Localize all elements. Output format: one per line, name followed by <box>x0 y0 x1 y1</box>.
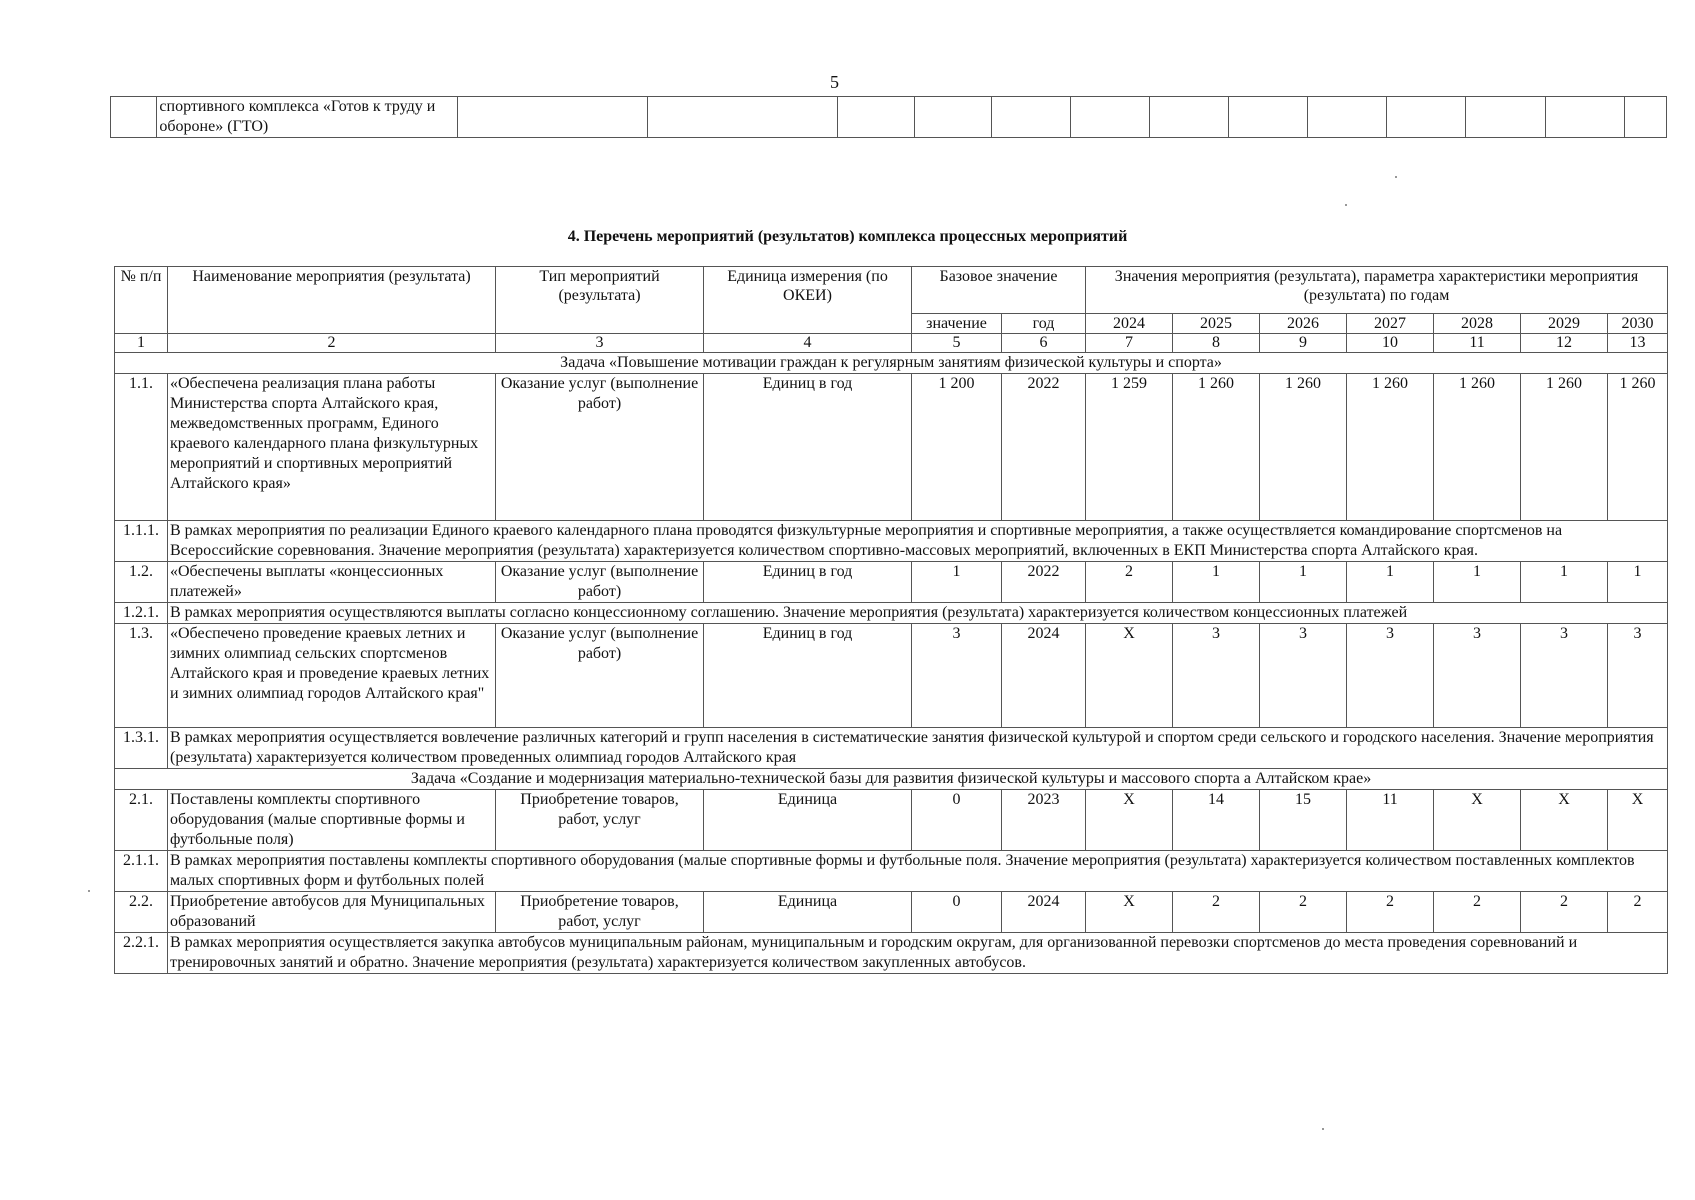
year-value: 2 <box>1434 892 1521 933</box>
year-value: 2 <box>1347 892 1434 933</box>
description-text: В рамках мероприятия поставлены комплекты спортивного оборудования (малые спортивные формы и футбольные поля. Значение мероприятия (результата) характеризуется количеством поставленных комплектов малых спортивных форм и футбольных полей <box>168 851 1668 892</box>
base-value: 0 <box>912 790 1002 851</box>
column-number: 1 <box>115 334 168 353</box>
scan-speck <box>1395 176 1397 178</box>
measure-unit: Единица <box>704 892 912 933</box>
table-row <box>111 97 1667 138</box>
header-base: Базовое значение <box>912 267 1086 314</box>
row-number: 1.3. <box>115 624 168 728</box>
measure-unit: Единиц в год <box>704 374 912 521</box>
header-unit: Единица измерения (по ОКЕИ) <box>704 267 912 334</box>
column-number: 3 <box>496 334 704 353</box>
header-base-value: значение <box>912 314 1002 334</box>
column-number: 13 <box>1608 334 1668 353</box>
year-value: X <box>1086 624 1173 728</box>
base-value: 0 <box>912 892 1002 933</box>
header-year: 2026 <box>1260 314 1347 334</box>
year-value: 1 259 <box>1086 374 1173 521</box>
measure-name: «Обеспечено проведение краевых летних и зимних олимпиад сельских спортсменов Алтайского края и проведение краевых летних и зимних олимпиад городов Алтайского края" <box>168 624 496 728</box>
task-title: Задача «Повышение мотивации граждан к регулярным занятиям физической культуры и спорта» <box>115 353 1668 374</box>
base-year: 2024 <box>1002 892 1086 933</box>
column-number: 12 <box>1521 334 1608 353</box>
year-value: 3 <box>1260 624 1347 728</box>
column-number: 10 <box>1347 334 1434 353</box>
measure-unit: Единиц в год <box>704 624 912 728</box>
year-value: 1 <box>1347 562 1434 603</box>
page-number: 5 <box>830 72 839 92</box>
year-value: 3 <box>1173 624 1260 728</box>
measure-name: «Обеспечена реализация плана работы Министерства спорта Алтайского края, межведомственных программ, Единого краевого календарного плана физкультурных мероприятий и спортивных мероприятий Алтайского края» <box>168 374 496 521</box>
year-value: X <box>1086 892 1173 933</box>
header-year: 2030 <box>1608 314 1668 334</box>
prev-table-name-cell: спортивного комплекса «Готов к труду и обороне» (ГТО) <box>157 97 458 138</box>
measure-type: Оказание услуг (выполнение работ) <box>496 562 704 603</box>
column-number: 4 <box>704 334 912 353</box>
row-number: 1.1.1. <box>115 521 168 562</box>
description-text: В рамках мероприятия по реализации Единого краевого календарного плана проводятся физкультурные мероприятия и спортивные мероприятия, а также осуществляется командирование спортсменов на Всероссийские соревнования. Значение мероприятия (результата) характеризуется количеством спортивно-массовых мероприятий, включенных в ЕКП Министерства спорта Алтайского края. <box>168 521 1668 562</box>
scan-speck <box>88 890 90 892</box>
header-row <box>115 267 1668 314</box>
header-base-year: год <box>1002 314 1086 334</box>
scan-speck <box>1345 204 1347 206</box>
header-year: 2027 <box>1347 314 1434 334</box>
year-value: 1 260 <box>1260 374 1347 521</box>
row-number: 1.3.1. <box>115 728 168 769</box>
year-value: 1 <box>1608 562 1668 603</box>
year-value: 1 <box>1173 562 1260 603</box>
base-year: 2024 <box>1002 624 1086 728</box>
measure-unit: Единица <box>704 790 912 851</box>
year-value: 1 260 <box>1347 374 1434 521</box>
year-value: 1 <box>1521 562 1608 603</box>
table-row <box>115 374 1668 521</box>
year-value: 1 260 <box>1173 374 1260 521</box>
year-value: X <box>1434 790 1521 851</box>
description-row <box>115 521 1668 562</box>
header-name: Наименование мероприятия (результата) <box>168 267 496 334</box>
table-row <box>115 624 1668 728</box>
description-row <box>115 851 1668 892</box>
year-value: 14 <box>1173 790 1260 851</box>
column-number: 2 <box>168 334 496 353</box>
year-value: 2 <box>1260 892 1347 933</box>
year-value: 3 <box>1347 624 1434 728</box>
row-number: 2.2.1. <box>115 933 168 974</box>
column-number: 6 <box>1002 334 1086 353</box>
header-year: 2029 <box>1521 314 1608 334</box>
header-year: 2028 <box>1434 314 1521 334</box>
measure-name: Приобретение автобусов для Муниципальных образований <box>168 892 496 933</box>
year-value: 1 260 <box>1521 374 1608 521</box>
year-value: X <box>1608 790 1668 851</box>
column-number: 5 <box>912 334 1002 353</box>
measure-type: Приобретение товаров, работ, услуг <box>496 892 704 933</box>
year-value: 2 <box>1521 892 1608 933</box>
year-value: X <box>1521 790 1608 851</box>
base-year: 2022 <box>1002 562 1086 603</box>
base-value: 1 <box>912 562 1002 603</box>
year-value: 1 <box>1434 562 1521 603</box>
header-year: 2024 <box>1086 314 1173 334</box>
year-value: 1 <box>1260 562 1347 603</box>
table-row <box>115 562 1668 603</box>
measure-type: Оказание услуг (выполнение работ) <box>496 374 704 521</box>
previous-table-continuation <box>110 96 1667 138</box>
task-row <box>115 769 1668 790</box>
column-number: 11 <box>1434 334 1521 353</box>
measure-name: Поставлены комплекты спортивного оборудования (малые спортивные формы и футбольные поля) <box>168 790 496 851</box>
task-title: Задача «Создание и модернизация материально-технической базы для развития физической культуры и массового спорта а Алтайском крае» <box>115 769 1668 790</box>
measure-unit: Единиц в год <box>704 562 912 603</box>
year-value: 3 <box>1521 624 1608 728</box>
year-value: 1 260 <box>1434 374 1521 521</box>
row-number: 1.1. <box>115 374 168 521</box>
task-row <box>115 353 1668 374</box>
description-text: В рамках мероприятия осуществляется вовлечение различных категорий и групп населения в систематические занятия физической культурой и спортом среди сельского и городского населения. Значение мероприятия (результата) характеризуется количеством проведенных олимпиад городов Алтайского края <box>168 728 1668 769</box>
measure-type: Приобретение товаров, работ, услуг <box>496 790 704 851</box>
header-values: Значения мероприятия (результата), параметра характеристики мероприятия (результата) по годам <box>1086 267 1668 314</box>
table-row <box>115 892 1668 933</box>
measures-table <box>114 266 1668 974</box>
header-type: Тип мероприятий (результата) <box>496 267 704 334</box>
description-text: В рамках мероприятия осуществляется закупка автобусов муниципальным районам, муниципальным и городским округам, для организованной перевозки спортсменов до места проведения соревнований и тренировочных занятий и обратно. Значение мероприятия (результата) характеризуется количеством закупленных автобусов. <box>168 933 1668 974</box>
year-value: 2 <box>1608 892 1668 933</box>
section-heading: 4. Перечень мероприятий (результатов) комплекса процессных мероприятий <box>567 228 1128 245</box>
column-number: 7 <box>1086 334 1173 353</box>
table-row <box>115 790 1668 851</box>
year-value: 3 <box>1608 624 1668 728</box>
year-value: 3 <box>1434 624 1521 728</box>
column-number: 8 <box>1173 334 1260 353</box>
header-year: 2025 <box>1173 314 1260 334</box>
year-value: 2 <box>1086 562 1173 603</box>
year-value: 2 <box>1173 892 1260 933</box>
header-num: № п/п <box>115 267 168 334</box>
scan-speck <box>1322 1128 1324 1130</box>
year-value: X <box>1086 790 1173 851</box>
row-number: 2.1. <box>115 790 168 851</box>
description-row <box>115 933 1668 974</box>
year-value: 1 260 <box>1608 374 1668 521</box>
measure-type: Оказание услуг (выполнение работ) <box>496 624 704 728</box>
base-value: 3 <box>912 624 1002 728</box>
base-value: 1 200 <box>912 374 1002 521</box>
column-number: 9 <box>1260 334 1347 353</box>
measure-name: «Обеспечены выплаты «концессионных платежей» <box>168 562 496 603</box>
base-year: 2023 <box>1002 790 1086 851</box>
row-number: 1.2. <box>115 562 168 603</box>
description-text: В рамках мероприятия осуществляются выплаты согласно концессионному соглашению. Значение мероприятия (результата) характеризуется количеством концессионных платежей <box>168 603 1668 624</box>
year-value: 11 <box>1347 790 1434 851</box>
row-number: 2.1.1. <box>115 851 168 892</box>
column-number-row <box>115 334 1668 353</box>
base-year: 2022 <box>1002 374 1086 521</box>
year-value: 15 <box>1260 790 1347 851</box>
description-row <box>115 728 1668 769</box>
row-number: 1.2.1. <box>115 603 168 624</box>
row-number: 2.2. <box>115 892 168 933</box>
description-row <box>115 603 1668 624</box>
